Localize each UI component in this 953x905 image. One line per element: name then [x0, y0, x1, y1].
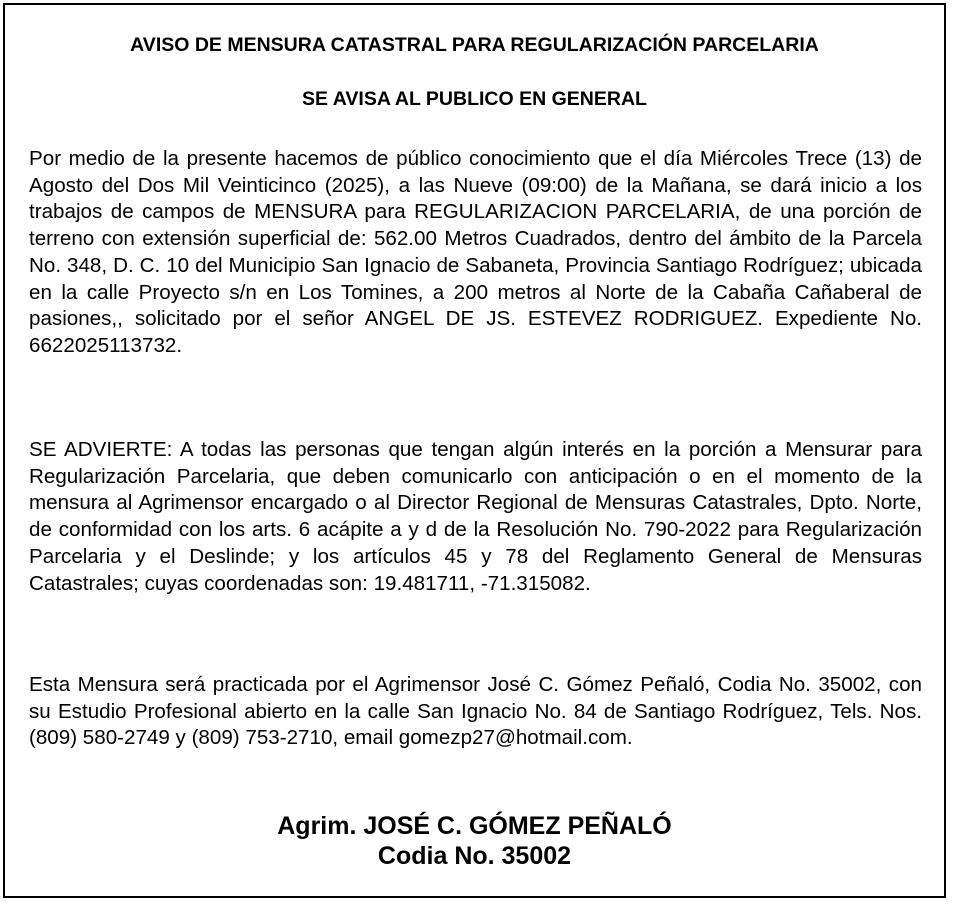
notice-subtitle: SE AVISA AL PUBLICO EN GENERAL	[302, 88, 647, 110]
announcement-paragraph: Por medio de la presente hacemos de público conocimiento que el día Miércoles Trece (13) de Agosto del Dos Mil Veinticinco (2025), a las Nueve (09:00) de la Mañana, se dará inicio a los trabajos de campos de MENSURA para REGULARIZACION PARCELARIA, de una porción de terreno con extensión superficial de: 562.00 Metros Cuadrados, dentro del ámbito de la Parcela No. 348, D. C. 10 del Municipio San Ignacio de Sabaneta, Provincia Santiago Rodríguez; ubicada en la calle Proyecto s/n en Los Tomines, a 200 metros al Norte de la Cabaña Cañaberal de pasiones,, solicitado por el señor ANGEL DE JS. ESTEVEZ RODRIGUEZ. Expediente No. 6622025113732.	[29, 147, 922, 357]
signature-block	[5, 811, 944, 871]
signature-codia: Codia No. 35002	[377, 842, 572, 870]
warning-paragraph: SE ADVIERTE: A todas las personas que tengan algún interés en la porción a Mensurar para Regularización Parcelaria, que deben comunicarlo con anticipación o en el momento de la mensura al Agrimensor encargado o al Director Regional de Mensuras Catastrales, Dpto. Norte, de conformidad con los arts. 6 acápite a y d de la Resolución No. 790-2022 para Regularización Parcelaria y el Deslinde; y los artículos 45 y 78 del Reglamento General de Mensuras Catastrales; cuyas coordenadas son: 19.481711, -71.315082.	[29, 438, 922, 595]
surveyor-info-paragraph: Esta Mensura será practicada por el Agrimensor José C. Gómez Peñaló, Codia No. 35002, con su Estudio Profesional abierto en la calle San Ignacio No. 84 de Santiago Rodríguez, Tels. Nos. (809) 580-2749 y (809) 753-2710, email gomezp27@hotmail.com.	[29, 673, 922, 750]
signature-name: Agrim. JOSÉ C. GÓMEZ PEÑALÓ	[277, 812, 672, 840]
notice-title: AVISO DE MENSURA CATASTRAL PARA REGULARIZACIÓN PARCELARIA	[130, 34, 819, 56]
legal-notice	[3, 3, 946, 898]
